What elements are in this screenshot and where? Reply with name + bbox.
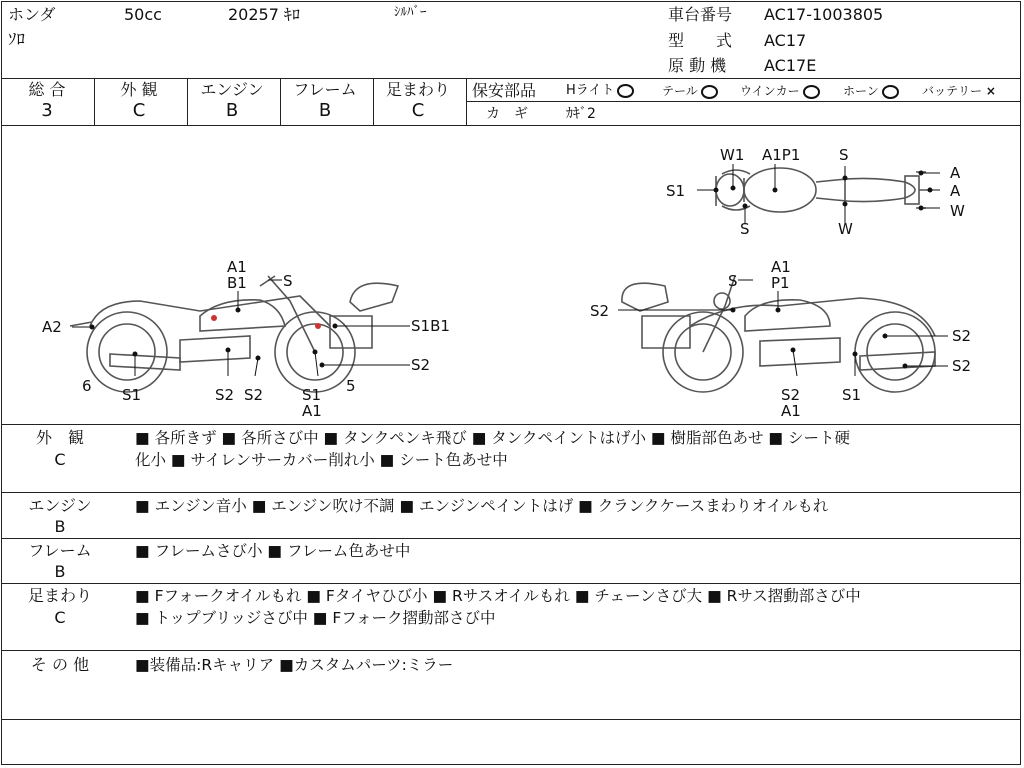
ng-cross-icon: ×: [985, 84, 996, 98]
ok-circle-icon: [803, 85, 820, 99]
section-frame-grade: B: [54, 562, 66, 581]
displacement: 50cc: [124, 5, 162, 24]
maker: ホンダ: [8, 5, 56, 24]
ok-circle-icon: [701, 85, 718, 99]
safety-winker: ウインカー: [740, 81, 820, 101]
damage-mark: [211, 315, 217, 321]
grade-overall-label: 総 合: [28, 80, 66, 99]
section-frame-line: ■ フレームさび小 ■ フレーム色あせ中: [135, 542, 411, 560]
section-suspension-grade: C: [54, 608, 66, 627]
diagram-label: P1: [771, 274, 790, 292]
diagram-label: B1: [227, 274, 247, 292]
ok-circle-icon: [882, 85, 899, 99]
divider: [1, 78, 1021, 79]
section-exterior-line: ■ 各所きず ■ 各所さび中 ■ タンクペンキ飛び ■ タンクペイントはげ小 ■ 樹脂部色あせ ■ シート硬: [135, 429, 850, 447]
diagram-label: S2: [590, 302, 610, 320]
section-suspension-line: ■ トップブリッジさび中 ■ Fフォーク摺動部さび中: [135, 609, 496, 627]
diagram-label: S2: [411, 356, 431, 374]
section-exterior-title: 外 観: [35, 428, 84, 447]
safety-headlight: Hライト: [566, 81, 634, 101]
divider: [466, 101, 1021, 102]
divider: [1, 424, 1021, 425]
divider: [1, 719, 1021, 720]
section-other-title: そ の 他: [30, 655, 90, 674]
frame-no-label: 車台番号: [668, 5, 733, 24]
safety-label: 保安部品: [472, 81, 537, 100]
diagram-label: S1: [842, 386, 862, 404]
diagram-label: A1P1: [762, 146, 801, 164]
engine-label: 原 動 機: [668, 56, 727, 75]
section-exterior-grade: C: [54, 450, 66, 469]
diagram-label: S1: [666, 182, 686, 200]
diagram-label: A1: [227, 258, 247, 276]
key-label: カ ギ: [486, 106, 528, 122]
diagram-label: S2: [781, 386, 801, 404]
section-engine-grade: B: [54, 517, 66, 536]
section-frame-title: フレーム: [28, 541, 92, 560]
diagram-label: W: [950, 202, 965, 220]
type-value: AC17: [764, 31, 807, 50]
divider: [1, 583, 1021, 584]
section-other-line: ■装備品:Rキャリア ■カスタムパーツ:ミラー: [135, 656, 454, 674]
diagram-label: S1B1: [411, 317, 450, 335]
diagram-label: S: [740, 220, 750, 238]
divider: [1, 492, 1021, 493]
diagram-label: W: [838, 220, 853, 238]
diagram-label: S: [283, 272, 293, 290]
diagram-label: A1: [302, 402, 322, 420]
grade-engine-label: エンジン: [200, 80, 264, 99]
diagram-label: S2: [952, 357, 972, 375]
diagram-label: S2: [215, 386, 235, 404]
divider: [1, 538, 1021, 539]
diagram-label: A: [950, 182, 961, 200]
section-exterior-line: 化小 ■ サイレンサーカバー削れ小 ■ シート色あせ中: [135, 451, 508, 469]
section-suspension-line: ■ Fフォークオイルもれ ■ Fタイヤひび小 ■ Rサスオイルもれ ■ チェーンさび大 ■ Rサス摺動部さび中: [135, 587, 861, 605]
key-value: ｶｷﾞ2: [566, 106, 596, 122]
diagram-label: A2: [42, 318, 62, 336]
grade-overall-value: 3: [41, 100, 53, 121]
divider: [1, 650, 1021, 651]
grade-suspension-label: 足まわり: [385, 80, 450, 99]
diagram-label: S1: [302, 386, 322, 404]
divider: [466, 78, 467, 126]
grade-engine-value: B: [225, 100, 239, 121]
model-name: ｿﾛ: [8, 30, 25, 50]
diagram-label: S2: [952, 327, 972, 345]
diagram-label: W1: [720, 146, 745, 164]
diagram-label: A: [950, 164, 961, 182]
diagram-label: 6: [82, 377, 92, 395]
section-engine-line: ■ エンジン音小 ■ エンジン吹け不調 ■ エンジンペイントはげ ■ クランクケースまわりオイルもれ: [135, 497, 829, 515]
type-label: 型 式: [668, 31, 733, 50]
diagram-label: S1: [122, 386, 142, 404]
section-suspension-title: 足まわり: [27, 586, 92, 605]
diagram-label: A1: [781, 402, 801, 420]
safety-tail: テール: [662, 81, 718, 101]
damage-diagram: [0, 126, 1022, 424]
grade-frame-label: フレーム: [293, 80, 357, 99]
left-view-bike: [70, 276, 398, 392]
diagram-label: A1: [771, 258, 791, 276]
diagram-label: 5: [346, 377, 356, 395]
damage-mark: [315, 323, 321, 329]
ok-circle-icon: [617, 84, 634, 98]
grade-frame-value: B: [318, 100, 332, 121]
grade-exterior-label: 外 観: [120, 80, 158, 99]
mileage: 20257 ｷﾛ: [228, 5, 300, 24]
grade-suspension-value: C: [411, 100, 425, 121]
safety-horn: ホーン: [843, 81, 899, 101]
safety-battery: バッテリー ×: [922, 84, 996, 98]
grade-exterior-value: C: [132, 100, 146, 121]
diagram-label: S2: [244, 386, 264, 404]
engine-value: AC17E: [764, 56, 817, 75]
diagram-label: S: [839, 146, 849, 164]
diagram-label: S: [728, 272, 738, 290]
color: ｼﾙﾊﾞｰ: [394, 5, 427, 20]
frame-no: AC17-1003805: [764, 5, 884, 24]
section-engine-title: エンジン: [28, 496, 92, 515]
top-view-bike: [716, 168, 930, 212]
